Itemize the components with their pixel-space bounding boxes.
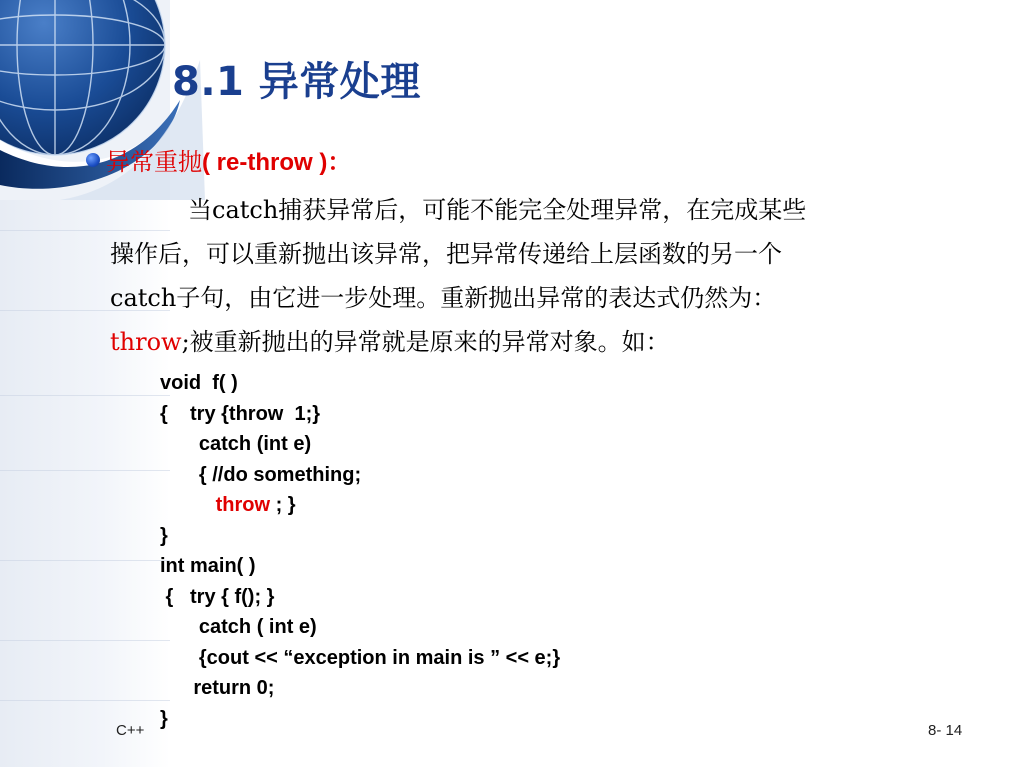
bullet-heading-cn: 异常重抛	[106, 148, 202, 176]
code-line: catch ( int e)	[160, 616, 317, 638]
code-line: int main( )	[160, 555, 256, 577]
code-indent	[160, 494, 216, 516]
code-line: { try { f(); }	[160, 585, 275, 608]
paragraph-line: 操作后，可以重新抛出该异常，把异常传递给上层函数的另一个	[110, 240, 782, 268]
throw-keyword: throw	[110, 328, 182, 356]
footer-page-number: 8- 14	[928, 722, 963, 739]
code-line	[160, 490, 560, 521]
code-throw-keyword: throw	[215, 494, 271, 516]
slide-title: 8.1 异常处理	[172, 59, 421, 105]
bullet-item	[86, 142, 351, 177]
paragraph-line: 当catch捕获异常后，可能不能完全处理异常，在完成某些	[188, 196, 807, 224]
paragraph-line-rest: ;被重新抛出的异常就是原来的异常对象。如：	[181, 328, 670, 356]
code-line: return 0;	[160, 677, 275, 699]
code-example	[160, 368, 560, 734]
code-line: }	[160, 524, 168, 547]
code-line: void f( )	[160, 372, 238, 394]
bullet-dot-icon	[86, 153, 100, 167]
explanation-paragraph	[110, 188, 1000, 364]
bullet-heading	[106, 148, 351, 176]
paragraph-line	[110, 320, 1000, 364]
paragraph-line: catch子句，由它进一步处理。重新抛出异常的表达式仍然为：	[110, 284, 777, 312]
bullet-heading-en: ( re-throw )：	[202, 149, 352, 176]
code-line: { //do something;	[160, 463, 362, 486]
footer-course-label: C++	[116, 722, 145, 739]
code-line: }	[160, 707, 168, 730]
code-line-rest: ; }	[270, 494, 296, 516]
code-line: { try {throw 1;}	[160, 402, 321, 425]
code-line: {cout << “exception in main is ” << e;}	[160, 646, 561, 669]
code-line: catch (int e)	[160, 433, 312, 455]
